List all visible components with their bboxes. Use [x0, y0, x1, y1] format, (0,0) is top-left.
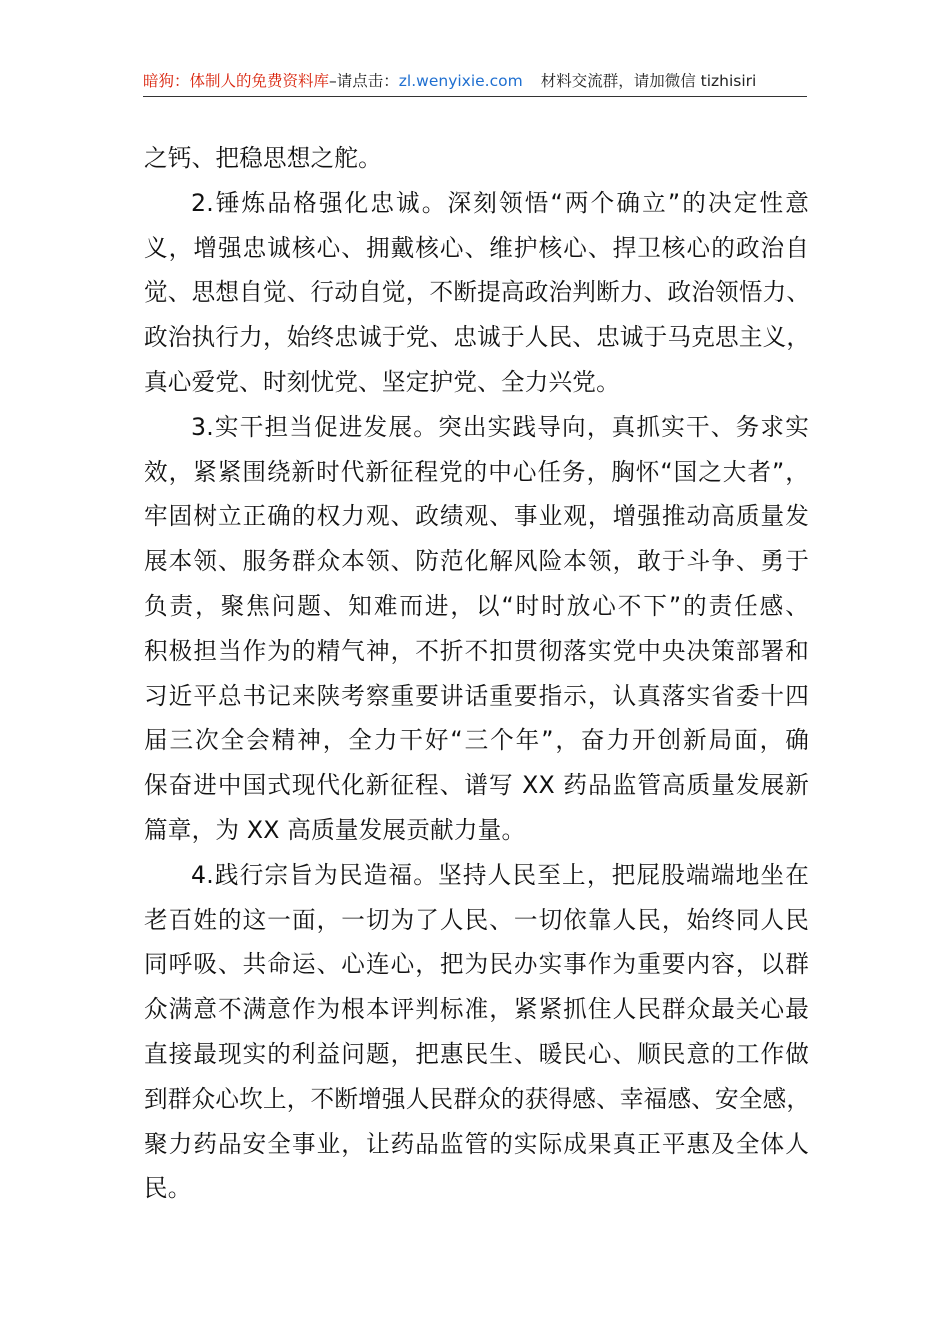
- site-url-link[interactable]: zl.wenyixie.com: [398, 72, 523, 90]
- text-line: 民。: [144, 1174, 192, 1203]
- text-line: 展本领、服务群众本领、防范化解风险本领，敢于斗争、勇于: [144, 547, 809, 576]
- site-label: 暗狗：体制人的免费资料库: [143, 72, 330, 90]
- text-line: 负责，聚焦问题、知难而进，以“时时放心不下”的责任感、: [144, 591, 809, 620]
- text-line: 积极担当作为的精气神，不折不扣贯彻落实党中央决策部署和: [144, 636, 809, 665]
- text-line: 效，紧紧围绕新时代新征程党的中心任务，胸怀“国之大者”，: [144, 457, 809, 486]
- text-line: 真心爱党、时刻忧党、坚定护党、全力兴党。: [144, 367, 620, 396]
- text-line: 之钙、把稳思想之舵。: [144, 144, 382, 172]
- text-line: 习近平总书记来陕考察重要讲话重要指示，认真落实省委十四: [144, 681, 809, 710]
- text-line: 政治执行力，始终忠诚于党、忠诚于人民、忠诚于马克思主义，: [144, 323, 811, 352]
- text-line: 直接最现实的利益问题，把惠民生、暖民心、顺民意的工作做: [144, 1039, 809, 1068]
- text-line: 义，增强忠诚核心、拥戴核心、维护核心、捍卫核心的政治自: [144, 233, 809, 262]
- text-line: 保奋进中国式现代化新征程、谱写 XX 药品监管高质量发展新: [144, 771, 809, 800]
- text-line: 同呼吸、共命运、心连心，把为民办实事作为重要内容，以群: [144, 950, 809, 979]
- text-line: 牢固树立正确的权力观、政绩观、事业观，增强推动高质量发: [144, 502, 809, 531]
- page-header: [143, 68, 807, 97]
- document-body: [144, 136, 809, 1211]
- text-line: 聚力药品安全事业，让药品监管的实际成果真正平惠及全体人: [144, 1129, 809, 1158]
- paragraph-4-start: 4.践行宗旨为民造福。坚持人民至上，把屁股端端地坐在: [191, 860, 809, 889]
- text-line: 届三次全会精神，全力干好“三个年”，奋力开创新局面，确: [144, 726, 809, 755]
- wechat-note: 材料交流群，请加微信 tizhisiri: [540, 72, 757, 90]
- text-line: 众满意不满意作为根本评判标准，紧紧抓住人民群众最关心最: [144, 995, 809, 1024]
- text-line: 到群众心坎上，不断增强人民群众的获得感、幸福感、安全感，: [144, 1084, 811, 1113]
- paragraph-2-start: 2.锤炼品格强化忠诚。深刻领悟“两个确立”的决定性意: [191, 188, 809, 217]
- text-line: 老百姓的这一面，一切为了人民、一切依靠人民，始终同人民: [144, 905, 809, 934]
- text-line: 觉、思想自觉、行动自觉，不断提高政治判断力、政治领悟力、: [144, 278, 811, 307]
- click-prompt: –请点击：: [329, 72, 399, 90]
- text-line: 篇章，为 XX 高质量发展贡献力量。: [144, 815, 526, 844]
- paragraph-3-start: 3.实干担当促进发展。突出实践导向，真抓实干、务求实: [191, 412, 809, 441]
